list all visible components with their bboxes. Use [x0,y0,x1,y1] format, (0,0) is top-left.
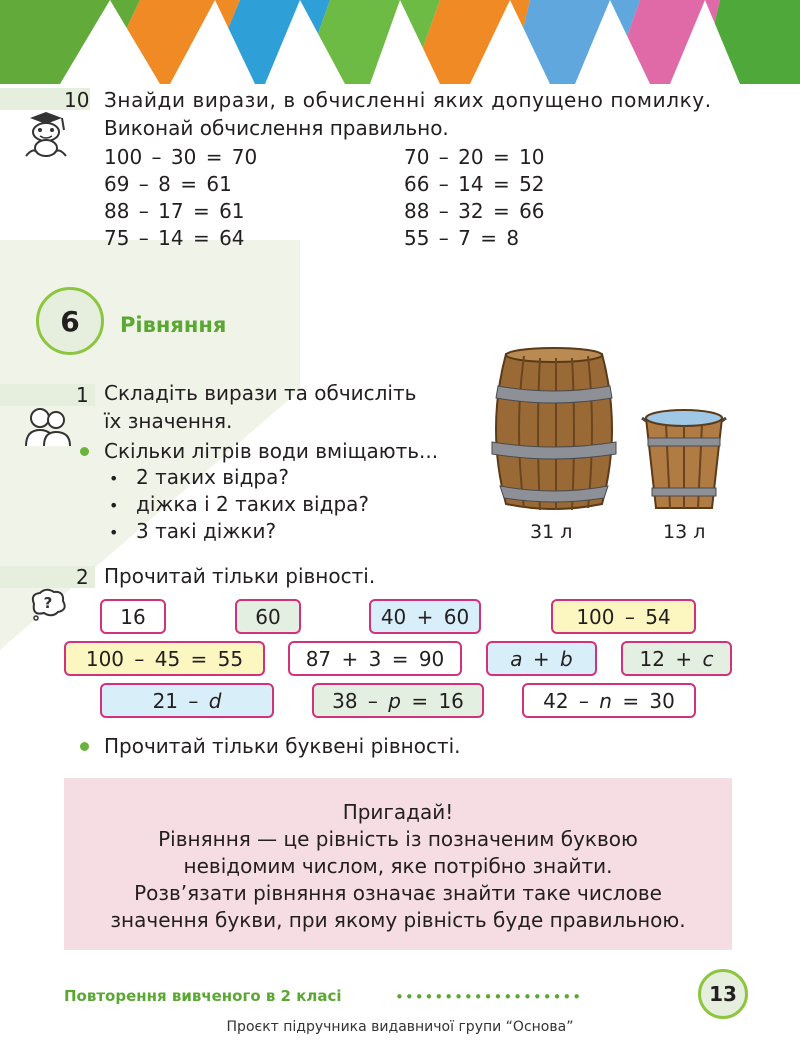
exercise-number-1: 1 [76,383,89,407]
green-bullet [80,447,89,456]
expression-card-text: n [599,688,612,713]
exercise1-item-3: 3 такі діжки? [136,519,277,543]
expression-card-text: = 30 [622,688,675,713]
expression-card-text: 40 + 60 [380,604,470,629]
exercise1-item-2: діжка і 2 таких відра? [136,492,370,516]
expression-card-text: 42 – [543,688,589,713]
expression-card-text: = 16 [411,688,464,713]
green-bullet [80,742,89,751]
page-number: 13 [698,969,748,1019]
remember-title: Пригадай! [342,800,454,824]
exercise-number-2: 2 [76,565,89,589]
barrel-volume-label: 31 л [530,521,573,543]
remember-line-4: значення букви, при якому рівність буде правильною. [110,908,686,932]
expression-card-16[interactable] [100,599,166,634]
expression-card-42-minus-n-eq-30[interactable] [522,683,696,718]
expression-card-21-minus-d[interactable] [100,683,274,718]
bucket-volume-label: 13 л [663,521,706,543]
expression-card-text: 21 – [152,688,199,713]
equation-left-1: 100 – 30 = 70 [104,145,258,169]
equation-right-2: 66 – 14 = 52 [404,172,545,196]
pair-work-icon [22,404,74,448]
exercise2-task: Прочитай тільки буквені рівності. [104,734,461,758]
question-thought-icon [28,588,68,622]
expression-card-100-minus-45-eq-55[interactable] [64,641,265,676]
expression-card-text: a [510,646,523,671]
expression-card-text: 87 + 3 = 90 [305,646,445,671]
expression-card-12-plus-c[interactable] [621,641,732,676]
remember-line-3: Розв’язати рівняння означає знайти таке числове [134,881,662,905]
equation-right-1: 70 – 20 = 10 [404,145,545,169]
footer-credit: Проєкт підручника видавничої групи “Основа” [226,1019,574,1035]
exercise10-instruction-1: Знайди вирази, в обчисленні яких допущено помилку. [104,88,712,112]
expression-card-87-plus-3-eq-90[interactable] [288,641,462,676]
wooden-bucket-image [636,404,732,512]
expression-card-38-minus-p-eq-16[interactable] [312,683,484,718]
expression-card-text: 100 – 54 [576,604,671,629]
exercise1-question: Скільки літрів води вміщають... [104,439,439,463]
exercise1-item-1: 2 таких відра? [136,465,289,489]
equation-left-2: 69 – 8 = 61 [104,172,232,196]
expression-card-text: 38 – [332,688,378,713]
exercise1-instruction-2: їх значення. [104,409,233,433]
top-banner [0,0,800,84]
list-dot: • [109,469,119,488]
list-dot: • [109,523,119,542]
expression-card-text: 16 [120,604,146,629]
remember-line-1: Рівняння — це рівність із позначеним буквою [158,827,638,851]
expression-card-text: 60 [255,604,281,629]
equation-right-4: 55 – 7 = 8 [404,226,520,250]
expression-card-100-minus-54[interactable] [551,599,696,634]
footer-title: Повторення вивченого в 2 класі [64,987,342,1005]
expression-card-40-plus-60[interactable] [369,599,481,634]
wooden-barrel-image [484,346,624,512]
exercise10-instruction-2: Виконай обчислення правильно. [104,116,449,140]
exercise1-instruction-1: Складіть вирази та обчисліть [104,381,417,405]
section-title: Рівняння [120,313,227,337]
equation-left-4: 75 – 14 = 64 [104,226,245,250]
expression-card-a-plus-b[interactable] [486,641,597,676]
list-dot: • [109,496,119,515]
expression-card-text: b [560,646,573,671]
expression-card-60[interactable] [235,599,301,634]
frog-graduate-icon [18,110,74,160]
footer-dot-leader: ••••••••••••••••••• [395,988,583,1006]
expression-card-text: d [208,688,222,713]
expression-card-text: p [388,688,401,713]
expression-card-text: + [532,646,550,671]
equation-left-3: 88 – 17 = 61 [104,199,245,223]
exercise2-title: Прочитай тільки рівності. [104,564,376,588]
equation-right-3: 88 – 32 = 66 [404,199,545,223]
remember-box [64,778,732,950]
remember-line-2: невідомим числом, яке потрібно знайти. [183,854,613,878]
expression-card-text: 100 – 45 = 55 [85,646,244,671]
svg-text:?: ? [43,594,53,612]
expression-card-text: 12 + [639,646,693,671]
exercise-number-10: 10 [64,88,90,112]
section-number-badge: 6 [36,287,104,355]
expression-card-text: c [702,646,714,671]
